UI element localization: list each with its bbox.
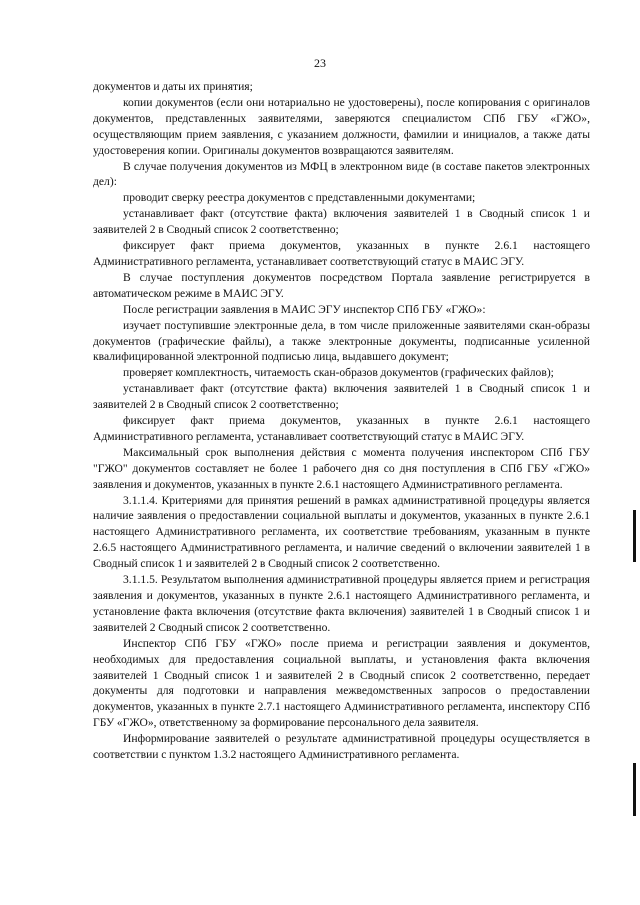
paragraph: устанавливает факт (отсутствие факта) включения заявителей 1 в Сводный список 1 и заявителей 2 в Сводный список 2 соответственно; <box>93 207 590 237</box>
page-number: 23 <box>314 56 326 70</box>
paragraph: Максимальный срок выполнения действия с момента получения инспектором СПб ГБУ "ГЖО" документов составляет не более 1 рабочего дня со дня поступления в СПб ГБУ «ГЖО» заявления и документов, указанных в пункте 2.6.1 настоящего Административного регламента. <box>93 445 590 491</box>
scan-mark <box>633 510 636 562</box>
paragraph: документов и даты их принятия; <box>93 80 253 93</box>
document-body <box>93 79 590 763</box>
paragraph: Инспектор СПб ГБУ «ГЖО» после приема и регистрации заявления и документов, необходимых для предоставления социальной выплаты, и установления факта включения заявителей 1 Сводный список 1 и заявителей 2 в Сводный список 2 соответственно, передает документы для подготовки и направления межведомственных запросов о предоставлении документов, указанных в пункте 2.7.1 настоящего Административного регламента, инспектору СПб ГБУ «ГЖО», ответственному за формирование персонального дела заявителя. <box>93 636 590 730</box>
paragraph: В случае поступления документов посредством Портала заявление регистрируется в автоматическом режиме в МАИС ЭГУ. <box>93 270 590 300</box>
paragraph: 3.1.1.4. Критериями для принятия решений в рамках административной процедуры является наличие заявления о предоставлении социальной выплаты и документов, указанных в пункте 2.6.1 настоящего Административного регламента, их соответствие требованиям, указанным в пункте 2.6.5 настоящего Административного регламента, и наличие сведений о включении заявителей 1 в Сводный список 1 и заявителей 2 в Сводный список 2 соответственно. <box>93 493 590 571</box>
paragraph: 3.1.1.5. Результатом выполнения административной процедуры является прием и регистрация заявления и документов, указанных в пункте 2.6.1 настоящего Административного регламента, и установление факта включения (отсутствие факта включения) заявителей 1 в Сводный список 1 и заявителей 2 Сводный список 2 соответственно. <box>93 573 590 634</box>
paragraph: фиксирует факт приема документов, указанных в пункте 2.6.1 настоящего Административного регламента, устанавливает соответствующий статус в МАИС ЭГУ. <box>93 414 590 443</box>
paragraph: В случае получения документов из МФЦ в электронном виде (в составе пакетов электронных дел): <box>93 159 590 189</box>
paragraph: Информирование заявителей о результате административной процедуры осуществляется в соответствии с пунктом 1.3.2 настоящего Административного регламента. <box>93 732 590 762</box>
paragraph: фиксирует факт приема документов, указанных в пункте 2.6.1 настоящего Административного регламента, устанавливает соответствующий статус в МАИС ЭГУ. <box>93 239 590 268</box>
paragraph: копии документов (если они нотариально не удостоверены), после копирования с оригиналов документов, представленных заявителями, заверяются специалистом СПб ГБУ «ГЖО», осуществляющим прием заявления, с указанием должности, фамилии и инициалов, а также даты удостоверения копии. Оригиналы документов возвращаются заявителям. <box>93 95 590 157</box>
paragraph: проводит сверку реестра документов с представленными документами; <box>123 191 476 205</box>
paragraph: устанавливает факт (отсутствие факта) включения заявителей 1 в Сводный список 1 и заявителей 2 в Сводный список 2 соответственно; <box>93 382 590 412</box>
scan-mark <box>633 763 636 816</box>
paragraph: После регистрации заявления в МАИС ЭГУ инспектор СПб ГБУ «ГЖО»: <box>123 302 486 316</box>
paragraph: изучает поступившие электронные дела, в том числе приложенные заявителями скан-образы документов (графические файлы), а также электронные документы, подписанные усиленной квалифицированной электронной подписью лица, выдавшего документ; <box>93 318 590 364</box>
paragraph: проверяет комплектность, читаемость скан-образов документов (графических файлов); <box>123 366 554 380</box>
